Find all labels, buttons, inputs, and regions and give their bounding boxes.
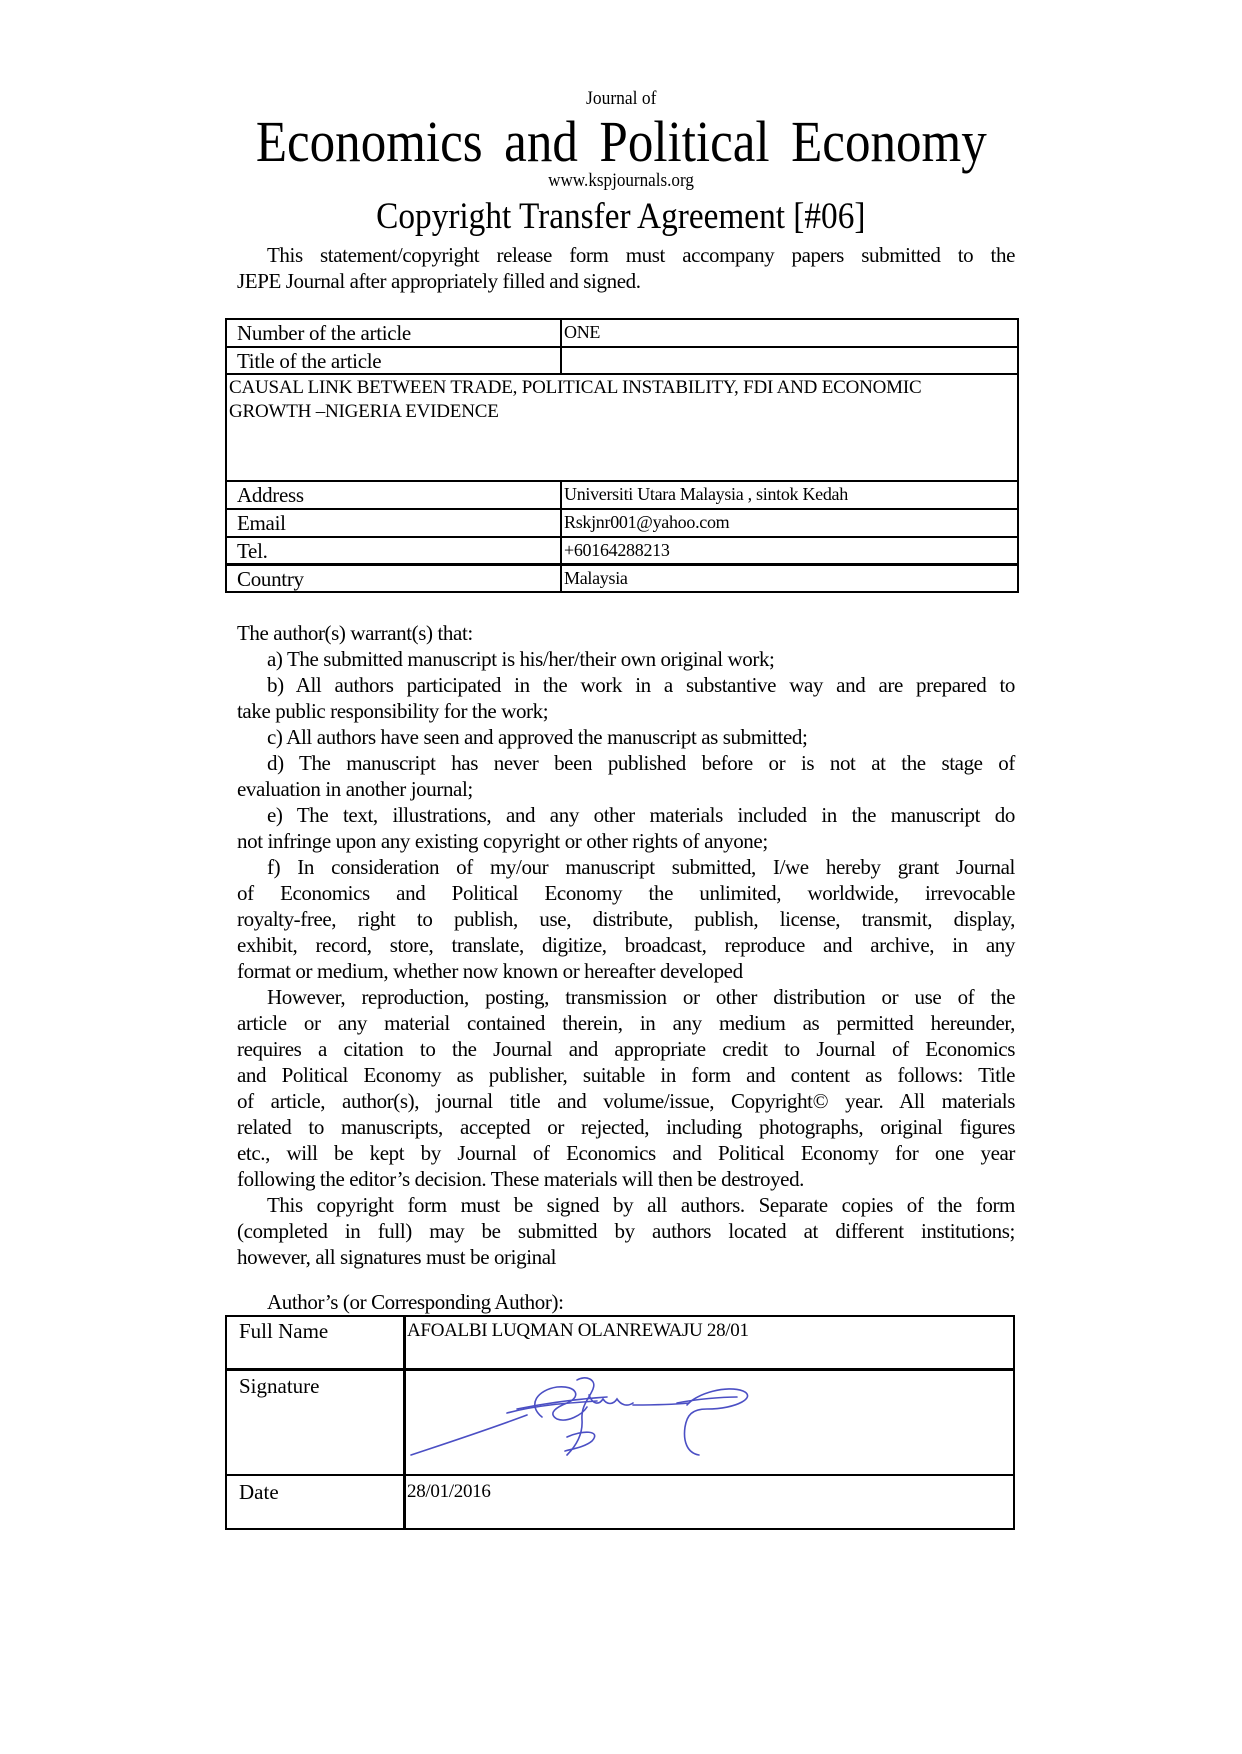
tel-label: Tel.: [237, 539, 268, 563]
warranty-line: evaluation in another journal;: [237, 777, 473, 801]
email-label: Email: [237, 511, 286, 535]
article-title-text: CAUSAL LINK BETWEEN TRADE, POLITICAL INSTABILITY, FDI AND ECONOMIC GROWTH –NIGERIA EVIDENCE: [229, 377, 922, 422]
warranty-line: and Political Economy as publisher, suitable in form and content as follows: Title: [237, 1063, 1015, 1087]
warranty-line: related to manuscripts, accepted or rejected, including photographs, original figures: [237, 1115, 1015, 1139]
warranty-line: e) The text, illustrations, and any other materials included in the manuscript do: [267, 803, 1015, 827]
warranty-line: d) The manuscript has never been published before or is not at the stage of: [267, 751, 1015, 775]
intro-line: This statement/copyright release form must accompany papers submitted to the: [267, 243, 1015, 267]
journal-url: www.kspjournals.org: [548, 170, 694, 191]
table-row-address: [227, 482, 1017, 510]
page-title: Copyright Transfer Agreement [#06]: [376, 196, 866, 237]
signature-label: Signature: [239, 1374, 320, 1398]
row-divider: [227, 1474, 1013, 1476]
column-divider: [403, 1317, 406, 1528]
table-row-tel: [227, 538, 1017, 566]
warranty-line: This copyright form must be signed by all authors. Separate copies of the form: [267, 1193, 1015, 1217]
row-divider: [227, 1368, 1013, 1371]
warranty-line: of Economics and Political Economy the unlimited, worldwide, irrevocable: [237, 881, 1015, 905]
column-divider: [560, 320, 562, 346]
author-section-label: Author’s (or Corresponding Author):: [267, 1290, 564, 1314]
journal-name: Economics and Political Economy: [255, 109, 987, 174]
author-table: [225, 1315, 1015, 1530]
column-divider: [560, 510, 562, 536]
intro-line: JEPE Journal after appropriately filled and signed.: [237, 269, 641, 293]
warranty-line: b) All authors participated in the work in a substantive way and are prepared to: [267, 673, 1015, 697]
warranty-heading: The author(s) warrant(s) that:: [237, 621, 473, 645]
warranty-line: (completed in full) may be submitted by authors located at different institutions;: [237, 1219, 1015, 1243]
warranty-line: format or medium, whether now known or hereafter developed: [237, 959, 743, 983]
address-label: Address: [237, 483, 304, 507]
table-row-title: [227, 348, 1017, 375]
warranty-line: etc., will be kept by Journal of Economics and Political Economy for one year: [237, 1141, 1015, 1165]
country-label: Country: [237, 567, 304, 591]
column-divider: [560, 538, 562, 563]
column-divider: [560, 566, 562, 591]
column-divider: [560, 482, 562, 508]
table-row-number: [227, 320, 1017, 348]
warranty-line: However, reproduction, posting, transmission or other distribution or use of the: [267, 985, 1015, 1009]
address-value: Universiti Utara Malaysia , sintok Kedah: [564, 484, 848, 504]
warranty-line: f) In consideration of my/our manuscript submitted, I/we hereby grant Journal: [267, 855, 1015, 879]
warranty-line: however, all signatures must be original: [237, 1245, 557, 1269]
intro-paragraph: [237, 242, 1015, 294]
warranty-line: of article, author(s), journal title and volume/issue, Copyright© year. All materials: [237, 1089, 1015, 1113]
warranty-line: requires a citation to the Journal and appropriate credit to Journal of Economics: [237, 1037, 1015, 1061]
journal-prefix: Journal of: [585, 88, 657, 109]
article-info-table: [225, 318, 1019, 593]
warranty-line: exhibit, record, store, translate, digitize, broadcast, reproduce and archive, in any: [237, 933, 1015, 957]
warranty-line: a) The submitted manuscript is his/her/their own original work;: [267, 647, 775, 671]
warranty-line: article or any material contained therein, in any medium as permitted hereunder,: [237, 1011, 1015, 1035]
email-value: Rskjnr001@yahoo.com: [564, 512, 730, 532]
warranty-line: c) All authors have seen and approved the manuscript as submitted;: [267, 725, 808, 749]
country-value: Malaysia: [564, 568, 628, 588]
table-row-email: [227, 510, 1017, 538]
table-row-title-text: [227, 375, 1017, 482]
title-label: Title of the article: [237, 349, 382, 373]
full-name-value: AFOALBI LUQMAN OLANREWAJU 28/01: [407, 1320, 749, 1341]
table-row-country: [227, 566, 1017, 591]
column-divider: [560, 348, 562, 373]
date-value: 28/01/2016: [407, 1481, 491, 1502]
warranty-line: take public responsibility for the work;: [237, 699, 549, 723]
warranty-line: royalty-free, right to publish, use, distribute, publish, license, transmit, display,: [237, 907, 1015, 931]
tel-value: +60164288213: [564, 540, 670, 560]
warranty-line: not infringe upon any existing copyright or other rights of anyone;: [237, 829, 768, 853]
full-name-label: Full Name: [239, 1319, 329, 1343]
date-label: Date: [239, 1480, 279, 1504]
number-value: ONE: [564, 322, 601, 342]
signature-icon: [407, 1375, 767, 1475]
warranty-line: following the editor’s decision. These materials will then be destroyed.: [237, 1167, 805, 1191]
number-label: Number of the article: [237, 321, 411, 345]
warranty-section: [237, 620, 1015, 1270]
